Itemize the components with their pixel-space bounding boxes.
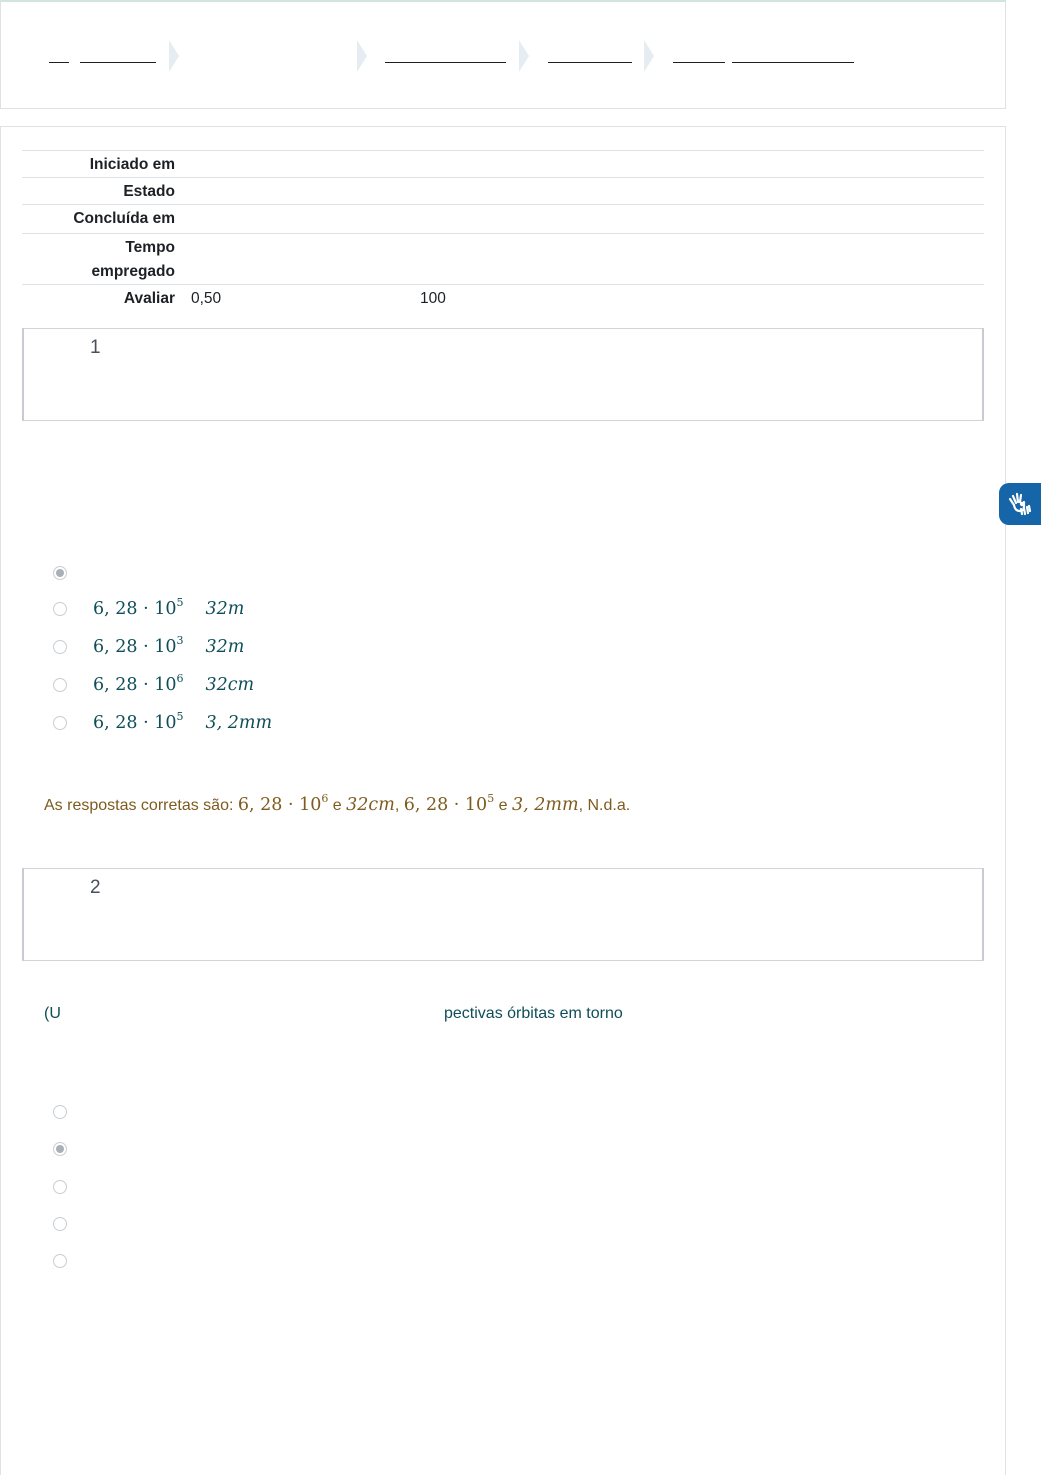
question-2-info xyxy=(22,868,984,961)
summary-row-time xyxy=(22,233,984,284)
breadcrumb-separator-icon xyxy=(519,40,529,72)
summary-row-completed xyxy=(22,204,984,233)
summary-label-time-2: empregado xyxy=(91,263,175,280)
question-1-option-2-text: 6, $28 \cdot 10^3$ 32m xyxy=(93,634,245,657)
breadcrumb-separator-icon xyxy=(644,40,654,72)
question-1-option-1-radio[interactable] xyxy=(53,602,67,616)
breadcrumb xyxy=(0,0,1006,109)
summary-label-started: Iniciado em xyxy=(89,156,175,173)
summary-row-grade xyxy=(22,284,984,311)
question-1-option-3-text: 6, $28 \cdot 10^6$ 32cm xyxy=(93,672,255,695)
question-2-option-2-radio[interactable] xyxy=(53,1142,67,1156)
question-2-option-3-radio[interactable] xyxy=(53,1180,67,1194)
question-1-option-1-text: 6, $28 \cdot 10^5$ 32m xyxy=(93,596,245,619)
summary-row-state xyxy=(22,177,984,204)
breadcrumb-separator-icon xyxy=(357,40,367,72)
question-2-option-1-radio[interactable] xyxy=(53,1105,67,1119)
sign-language-hands-icon xyxy=(1006,490,1034,518)
breadcrumb-link-3[interactable] xyxy=(385,62,506,63)
summary-grade-max: 100 xyxy=(420,290,446,307)
summary-grade-value: 0,50 xyxy=(191,290,222,307)
question-2-option-4-radio[interactable] xyxy=(53,1217,67,1231)
question-2-option-5-radio[interactable] xyxy=(53,1254,67,1268)
question-1-option-2-radio[interactable] xyxy=(53,640,67,654)
question-1-feedback: As respostas corretas são: 6, $28 \cdot 10^6$ e 32cm, 6, $28 \cdot 10^5$ e 3, 2mm, N.d.a. xyxy=(44,792,631,815)
breadcrumb-link-4[interactable] xyxy=(548,62,632,63)
question-1-option-3-radio[interactable] xyxy=(53,678,67,692)
breadcrumb-separator-icon xyxy=(169,40,179,72)
accessibility-widget-button[interactable] xyxy=(999,483,1041,525)
question-2-text-end: pectivas órbitas em torno xyxy=(444,1005,623,1022)
breadcrumb-link-1[interactable] xyxy=(49,62,69,63)
breadcrumb-link-6[interactable] xyxy=(732,62,854,63)
summary-row-started xyxy=(22,150,984,177)
question-1-number: 1 xyxy=(90,337,101,358)
question-2-number: 2 xyxy=(90,877,101,898)
question-1-option-4-text: 6, $28 \cdot 10^5$ 3, 2mm xyxy=(93,710,273,733)
summary-label-state: Estado xyxy=(123,183,175,200)
question-2-text-start: (U xyxy=(44,1005,61,1022)
breadcrumb-link-5[interactable] xyxy=(673,62,725,63)
summary-label-grade: Avaliar xyxy=(123,290,175,307)
summary-label-completed: Concluída em xyxy=(73,210,175,227)
question-1-option-0-radio[interactable] xyxy=(53,566,67,580)
question-1-info xyxy=(22,328,984,421)
breadcrumb-link-2[interactable] xyxy=(80,62,156,63)
question-1-option-4-radio[interactable] xyxy=(53,716,67,730)
summary-label-time-1: Tempo xyxy=(125,239,175,256)
quiz-summary-table xyxy=(22,150,984,311)
